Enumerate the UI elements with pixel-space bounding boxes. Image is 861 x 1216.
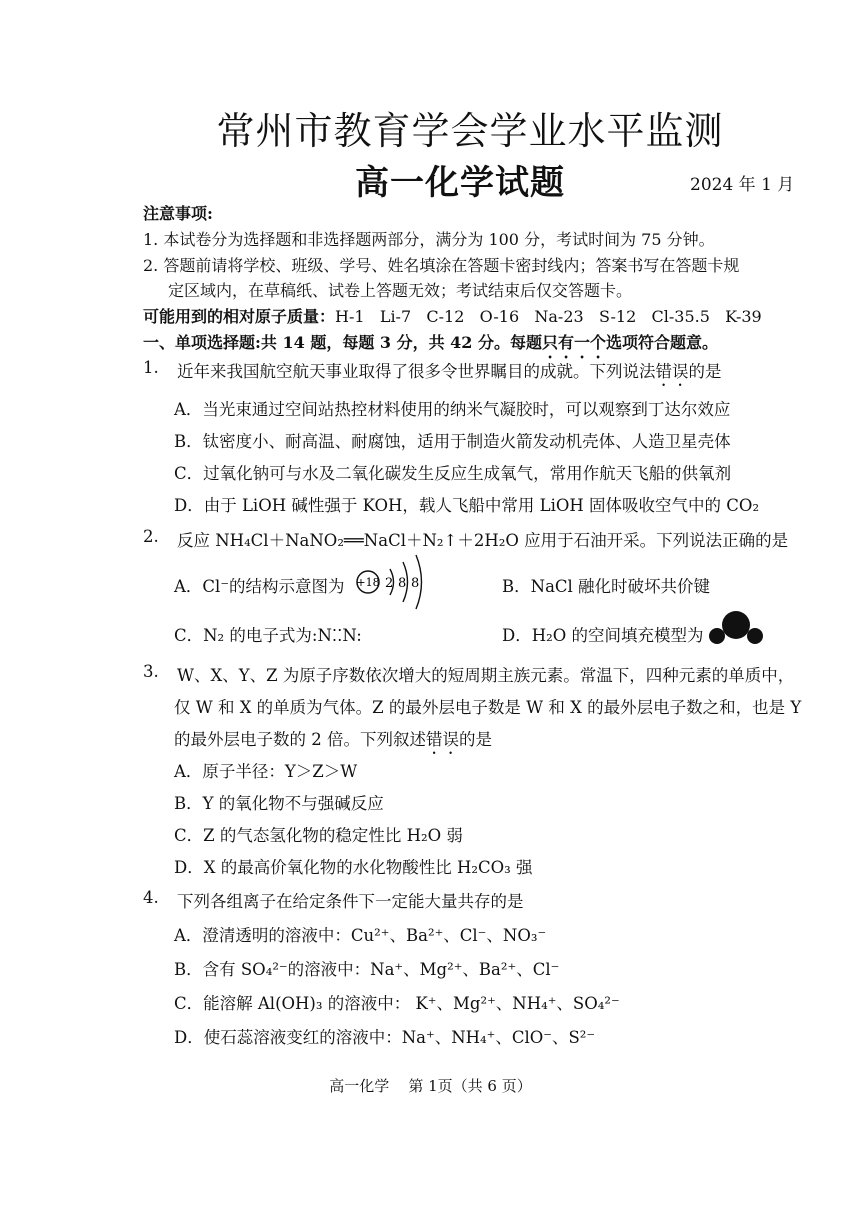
question-1-option-a: A．当光束通过空间站热控材料使用的纳米气凝胶时，可以观察到丁达尔效应 [174,400,731,419]
page-footer: 高一化学 第 1页（共 6 页） [329,1077,532,1095]
question-1-option-b: B．钛密度小、耐高温、耐腐蚀，适用于制造火箭发动机壳体、人造卫星壳体 [174,432,731,451]
q1-stem-a: 近年来我国航空航天事业取得了很多令世界瞩目的成就。下列说法 [177,362,656,381]
nucleus-charge: +18 [356,576,380,589]
section-heading-a: 一、单项选择题:共 14 题，每题 3 分，共 42 分。每题 [143,333,542,352]
question-3-option-d: D．X 的最高价氧化物的水化物酸性比 H₂CO₃ 强 [174,858,533,877]
section-heading-emphasis: 只有一个 [542,333,607,352]
question-4-option-c: C．能溶解 Al(OH)₃ 的溶液中： K⁺、Mg²⁺、NH₄⁺、SO₄²⁻ [174,994,620,1013]
question-3-option-c: C．Z 的气态氢化物的稳定性比 H₂O 弱 [174,826,463,845]
question-1-number: 1. [143,358,159,377]
hydrogen-atom-left [709,628,725,644]
question-2-number: 2. [143,527,159,546]
question-4-number: 4. [143,888,159,907]
question-4-option-a: A．澄清透明的溶液中：Cu²⁺、Ba²⁺、Cl⁻、NO₃⁻ [174,926,547,945]
notes-heading: 注意事项: [143,204,213,223]
question-2-option-a: A．Cl⁻的结构示意图为 [174,577,345,596]
chloride-ion-structure-diagram [350,550,440,618]
question-3-line-2: 仅 W 和 X 的单质为气体。Z 的最外层电子数是 W 和 X 的最外层电子数之和，也是 Y [174,698,802,717]
q3-line3-a: 的最外层电子数的 2 倍。下列叙述 [174,730,426,749]
q1-stem-c: 的是 [688,362,722,381]
oxygen-atom [722,611,750,639]
notes-item-1: 1. 本试卷分为选择题和非选择题两部分，满分为 100 分，考试时间为 75 分钟。 [143,230,715,249]
exam-date: 2024 年 1 月 [690,175,795,195]
question-4-option-d: D．使石蕊溶液变红的溶液中：Na⁺、NH₄⁺、ClO⁻、S²⁻ [174,1028,596,1047]
shell-electrons-3: 8 [411,576,420,591]
question-4-option-b: B．含有 SO₄²⁻的溶液中：Na⁺、Mg²⁺、Ba²⁺、Cl⁻ [174,960,560,979]
atomic-masses-label: 可能用到的相对原子质量： [143,307,336,326]
q3-line3-c: 的是 [459,730,492,749]
water-space-filling-model [706,608,766,648]
question-2-option-b: B．NaCl 融化时破坏共价键 [502,577,711,596]
question-3-line-1: W、X、Y、Z 为原子序数依次增大的短周期主族元素。常温下，四种元素的单质中， [177,666,795,685]
hydrogen-atom-right [747,628,763,644]
notes-item-2b: 定区域内，在草稿纸、试卷上答题无效；考试结束后仅交答题卡。 [168,281,633,300]
section-heading-c: 选项符合题意。 [606,333,719,352]
atomic-masses-values: H-1 Li-7 C-12 O-16 Na-23 S-12 Cl-35.5 K-39 [335,307,762,326]
exam-subtitle: 高一化学试题 [355,163,565,203]
question-1-option-c: C．过氧化钠可与水及二氧化碳发生反应生成氧气，常用作航天飞船的供氧剂 [174,464,732,483]
q1-stem-emphasis: 错误 [655,362,689,381]
notes-item-2a: 2. 答题前请将学校、班级、学号、姓名填涂在答题卡密封线内；答案书写在答题卡规 [143,256,740,275]
shell-electrons-1: 2 [385,576,394,591]
exam-title: 常州市教育学会学业水平监测 [216,109,724,153]
question-1-option-d: D．由于 LiOH 碱性强于 KOH，载人飞船中常用 LiOH 固体吸收空气中的 CO₂ [174,496,760,515]
question-2-option-d: D．H₂O 的空间填充模型为 [502,626,704,645]
question-3-option-b: B．Y 的氧化物不与强碱反应 [174,794,384,813]
question-4-stem: 下列各组离子在给定条件下一定能大量共存的是 [177,892,524,911]
question-3-number: 3. [143,662,159,681]
atomic-masses [143,306,762,328]
question-1-stem [177,358,722,390]
question-2-stem: 反应 NH₄Cl＋NaNO₂══NaCl＋N₂↑＋2H₂O 应用于石油开采。下列说法正确的是 [177,531,789,550]
question-3-option-a: A．原子半径：Y＞Z＞W [174,762,358,781]
question-3-line-3 [174,726,492,758]
shell-electrons-2: 8 [398,576,407,591]
question-2-option-c: C．N₂ 的电子式为:N⁚⁚N: [174,626,362,645]
q3-line3-emphasis: 错误 [426,730,459,749]
